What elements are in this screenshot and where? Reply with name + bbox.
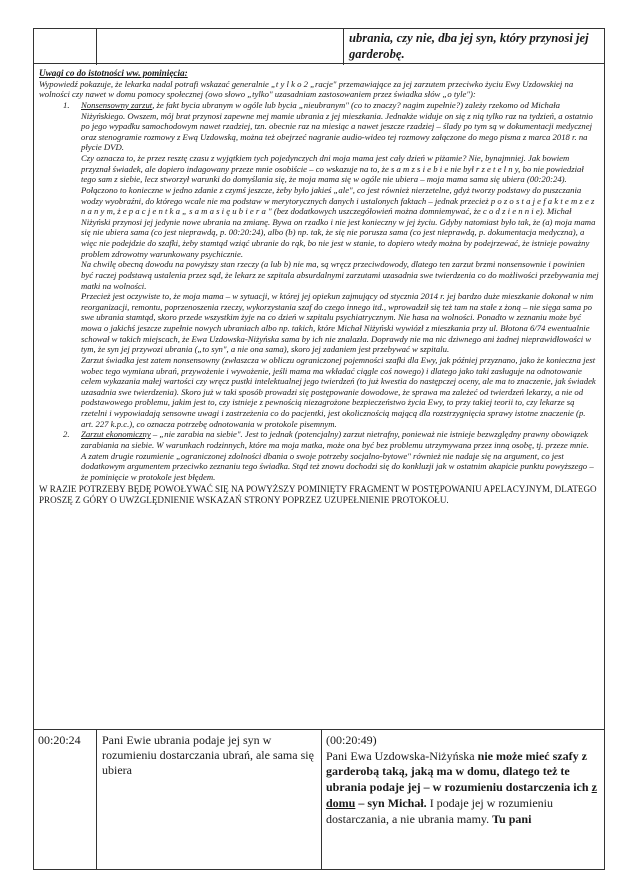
paragraph: Czy oznacza to, że przez resztę czasu z wyjątkiem tych pojedynczych dni moja mama jest cały dzień w piżamie? Nie, bynajmniej. Jak bowiem przyznał świadek, ale dopiero indagowany przeze mnie osobiście – co wskazuje na to, że s a m z s i e b i e nie był r z e t e l n y, bo nie powiedział tego sam z siebie, lecz stworzył warunki do domyślania się, że moja mama się w ogóle nie ubiera – moja mama sama się ubiera (00:20:24). Połączono to konieczne w jedno zdanie z czymś jeszcze, żeby było jakieś „ale", co jest również nierzetelne, gdyż tworzy podstawy do puszczania wodzy wyobraźni, do którego wcale nie ma podstaw w merytorycznych danych i ustalonych faktach – jednak przecież p o z o s t a j e f a k t e m z e z n a n y m, ż e p a c j e n t k a „ s a m a s i ę u b i e r a " (bez dodatkowych uszczegółowień można domniemywać, że c o d z i e n n i e). Michał Niżyński przynosi jej jedynie nowe ubrania na zmianę. Bywa on rzadko i nie jest konieczny w jej życiu. Gdyby natomiast było tak, że (a) moja mama się nie ubiera sama (co jest nieprawdą, p. 00:20:24), albo (b) np. tak, że się nie porusza sama (co jest nieprawdą, p. dokumentacja medyczna), a więc nie podejdzie do szafki, żeby stamtąd wziąć ubranie do rąk, bo nie jest w stanie, to dopiero wtedy można by podejrzewać, że istnieje poważny problem zdrowotny warunkowany psychicznie. [81,153,596,259]
correction-text: Pani Ewa Uzdowska-Niżyńska nie może mieć szafy z garderobą taką, jaką ma w domu, dlatego też te ubrania podaje jej – w rozumieniu dostarczenia ich z domu – syn Michał. I podaje jej w rozumieniu dostarczania, a nie ubrania mamy. Tu pani [326,748,597,826]
protocol-text: Pani Ewie ubrania podaje jej syn w rozumieniu dostarczania ubrań, ale sama się ubiera [102,733,314,778]
item-text: – „nie zarabia na siebie". Jest to jednak (potencjalny) zarzut nietrafny, ponieważ nie istnieje bezwzględny prawny obowiązek zarabiania na siebie. W warunkach rodzinnych, które ma moja matka, może ona być bez problemu utrzymywana przez inną osobę, tj. przeze mnie. [81,429,589,450]
paragraph: Zarzut świadka jest zatem nonsensowny (zwłaszcza w obliczu ograniczonej pojemności szafki dla Ewy, jak później przyznano, jako że konieczna jest wobec tego wymiana ubrań, przywożenie i wywożenie, jeśli mama ma wkładać ciągle coś nowego) i dlatego jako taki zasługuje na odnotowanie celem wykazania małej wartości czy wręcz pustki intelektualnej jego twierdzeń (to już kwestia do następczej oceny, ale ma to znaczenie, jak świadek uzasadnia swe twierdzenia). Skoro już w taki sposób prowadzi się postępowanie dowodowe, że sprawa ma zależeć od twierdzeń lekarzy, a nie od podstawowego problemu, jakim jest to, czy istnieje z pewnością niezagrożone bezpieczeństwo życia Ewy, to przy takiej teorii to, czy lekarze są rzetelni i wypowiadają sensowne uwagi i zastrzeżenia co do pacjentki, jest okolicznością mającą dla rozstrzygnięcia sprawy istotne znaczenie (p. art. 227 k.p.c.), co oznacza potrzebę odnotowania w protokole pisemnym. [81,354,596,429]
item-label: Nonsensowny zarzut [81,99,153,110]
notes-content [39,68,599,506]
list-item-2 [39,429,599,450]
paragraph: A zatem drugie rozumienie „ograniczonej zdolności dbania o swoje potrzeby socjalno-bytowe" również nie nadaje się na argument, co jest dodatkowym argumentem przeciwko zeznaniu tego świadka. Stąd też znowu dochodzi się do konkluzji jak w ostatnim akapicie punktu powyższego – że pominięcie w protokole jest błędem. [81,450,594,482]
timestamp: 00:20:24 [38,733,81,747]
table-top-row [33,28,605,64]
notes-title: Uwagi co do istotności ww. pominięcia: [39,68,188,78]
notes-box [33,64,605,730]
protocol-cell [96,29,344,65]
notes-intro: Wypowiedź pokazuje, że lekarka nadal potrafi wskazać generalnie „t y l k o 2 „racje" przemawiające za jej zarzutem przeciwko życiu Ewy Uzdowskiej na wolności czy nawet w domu pomocy społecznej (owo słowo „tylko" uzasadniam zastosowaniem przez świadka słów „o tyle"): [39,78,574,100]
final-statement: W RAZIE POTRZEBY BĘDĘ POWOŁYWAĆ SIĘ NA POWYŻSZY POMINIĘTY FRAGMENT W POSTĘPOWANIU APELACYJNYM, DLATEGO PROSZĘ Z GÓRY O UWZGLĘDNIENIE WSKAZAŃ STRONY POPRZEZ UZUPEŁNIENIE PROTOKOŁU. [39,484,597,505]
correction-timestamp: (00:20:49) [326,733,377,747]
list-item-1 [39,100,599,153]
list-number: 2. [63,429,70,440]
table-bottom-row [33,730,605,870]
time-cell [34,730,97,870]
item-text: , że fakt bycia ubranym w ogóle lub bycia „nieubranym" (co to znaczy? nagim zupełnie?) zależy rzekomo od Michała Niżyńskiego. Owszem, mój brat przynosi zapewne mej mamie ubrania z jej mieszkania. Jednakże widuje on się z nią tylko raz na tydzień, a ostatnio po jego wypadku samochodowym nawet rzadziej, tzn. obecnie raz na miesiąc a nawet jeszcze rzadziej – ślady po tym są w dokumentacji medycznej oraz stenogramie rozmowy z Ewą Uzdowską, można też obejrzeć nagranie audio-wideo tej rozmowy załączone do mego pisma z marca 2018 r. na płycie DVD. [81,99,593,153]
list-number: 1. [63,99,70,110]
time-cell [34,29,97,65]
paragraph: Na chwilę obecną dowodu na powyższy stan rzeczy (a lub b) nie ma, są wręcz przeciwdowody, dlatego ten zarzut brzmi nonsensownie i powinien być raczej podstawą ustalenia przez sąd, że lekarz ze szpitala absurdalnymi zarzutami uzasadnia swe twierdzenia co do możliwości przebywania mej matki na wolności. [81,259,599,291]
document-page [33,28,605,868]
protocol-cell [96,730,322,870]
correction-cell [326,733,600,827]
item-label: Zarzut ekonomiczny [81,429,151,440]
paragraph: Przecież jest oczywiste to, że moja mama – w sytuacji, w której jej opiekun zajmujący od stycznia 2014 r. jej bardzo duże mieszkanie dokonał w nim reorganizacji, remontu, poprzenoszenia rzeczy, wykorzystania szaf do czego innego itd., wprowadził się też tam na stałe z żoną – nie sięga sama po swe ubrania stamtąd, skoro przede wszystkim żyje na co dzień w szpitalu psychiatrycznym. Nie hasa na wolności. Ponadto w zeznaniu może być mowa o jakichś jeszcze zupełnie nowych ubraniach albo np. takich, które Michał Niżyński wywiózł z mieszkania przy ul. Błotona 6/74 ewentualnie schował w takich miejscach, że Ewa Uzdowska-Niżyńska sama by ich nie znalazła. Doprawdy nie ma nic dziwnego ani żadnej nieprawidłowości w tym, że syn jej przywozi ubrania („to syn", a nie ona sama), skoro jej zadaniem jest przebywać w szpitalu. [81,291,594,355]
correction-cell-text: ubrania, czy nie, dba jej syn, który przynosi jej garderobę. [349,31,589,61]
